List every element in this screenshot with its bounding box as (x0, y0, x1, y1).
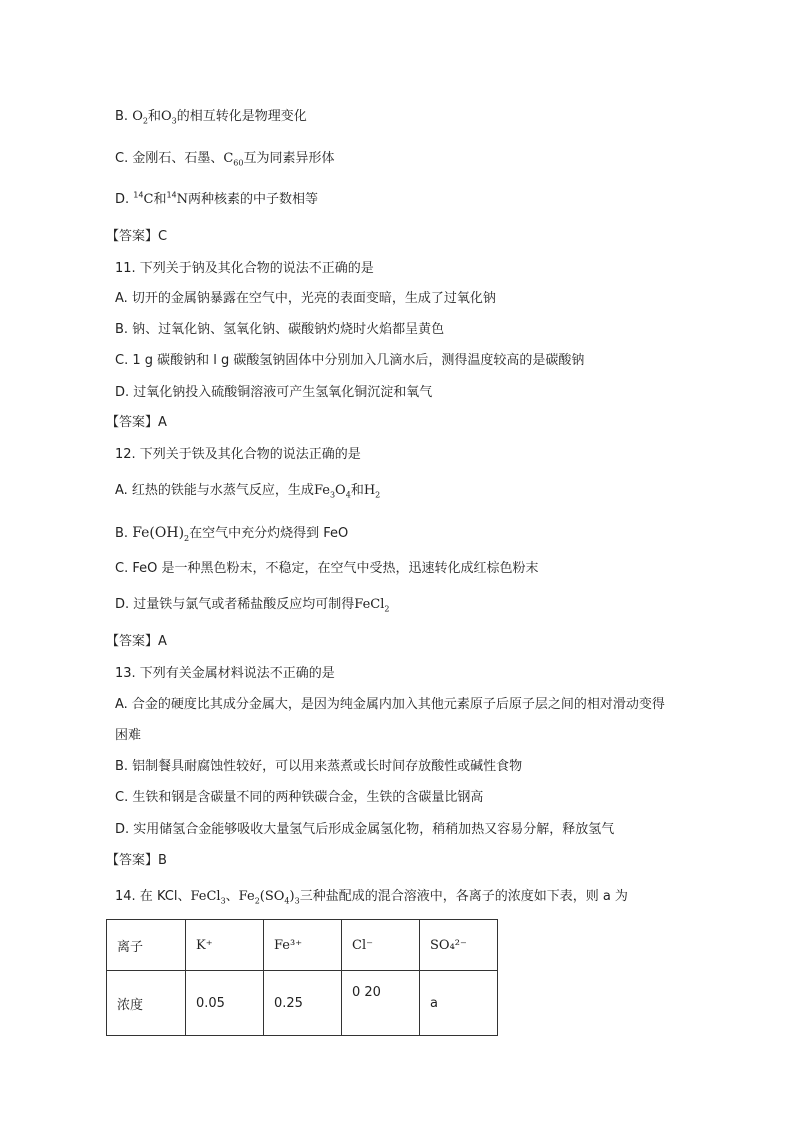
q13-stem: 13. 下列有关金属材料说法不正确的是 (115, 666, 335, 681)
subscript: 4 (284, 896, 290, 906)
subscript: 3 (220, 896, 226, 906)
option-text: C. 金刚石、石墨、 (115, 151, 224, 166)
table-cell: 浓度 (107, 971, 186, 1036)
separator: 、 (225, 889, 239, 904)
q13-option-b: B. 铝制餐具耐腐蚀性较好，可以用来蒸煮或长时间存放酸性或碱性食物 (115, 759, 523, 774)
option-text: 在空气中充分灼烧得到 FeO (189, 526, 349, 541)
q13-option-c: C. 生铁和钢是含碳量不同的两种铁碳合金，生铁的含碳量比钢高 (115, 790, 484, 805)
subscript: 2 (375, 490, 381, 500)
q10-answer (106, 228, 167, 246)
q12-stem: 12. 下列关于铁及其化合物的说法正确的是 (115, 447, 361, 462)
q12-option-b (115, 524, 348, 543)
q14-stem (115, 888, 628, 906)
q10-option-c (115, 150, 335, 168)
question-text: 14. 在 KCl、 (115, 889, 191, 904)
q13-option-a-line1: A. 合金的硬度比其成分金属大，是因为纯金属内加入其他元素原子后原子层之间的相对滑动变得 (115, 697, 665, 712)
q11-option-d: D. 过氧化钠投入硫酸铜溶液可产生氢氧化铜沉淀和氧气 (115, 385, 433, 400)
option-text: 两种核素的中子数相等 (188, 192, 319, 207)
formula-text: (SO (259, 889, 285, 904)
table-header-cell: Fe³⁺ (264, 920, 342, 971)
q12-option-d (115, 596, 389, 614)
mass-number: 14 (166, 190, 177, 200)
element-symbol: O (132, 109, 143, 124)
option-text: D. 过量铁与氯气或者稀盐酸反应均可制得 (115, 597, 355, 612)
formula-fe3o4 (314, 483, 351, 498)
table-cell: 0 20 (342, 971, 420, 1036)
subscript: 3 (329, 490, 336, 500)
formula-text: Fe(OH) (132, 525, 185, 541)
answer-value: A (158, 415, 167, 430)
element-symbol: Fe (313, 483, 330, 498)
answer-value: C (158, 229, 168, 244)
q11-option-a: A. 切开的金属钠暴露在空气中，光亮的表面变暗，生成了过氧化钠 (115, 291, 496, 306)
answer-value: A (158, 634, 167, 649)
table-header-row (107, 920, 498, 971)
table-cell: 0.25 (264, 971, 342, 1036)
element-symbol: O (160, 109, 172, 124)
table-header-cell: Cl⁻ (342, 920, 420, 971)
table-row (107, 971, 498, 1036)
table-cell: 0.05 (186, 971, 264, 1036)
element-symbol: Fe (238, 889, 255, 904)
connector-text: 和 (153, 192, 167, 207)
subscript: 2 (384, 604, 390, 614)
answer-label: 【答案】 (106, 853, 159, 868)
q13-option-d: D. 实用储氢合金能够吸收大量氢气后形成金属氢化物，稍稍加热又容易分解，释放氢气 (115, 822, 615, 837)
subscript: 3 (294, 896, 300, 906)
subscript: 60 (233, 158, 244, 168)
connector-text: 和 (147, 109, 161, 124)
subscript: 3 (171, 116, 177, 126)
element-symbol: O (335, 483, 346, 498)
answer-value: B (158, 853, 167, 868)
element-symbol: N (176, 192, 189, 207)
option-text: A. 红热的铁能与水蒸气反应，生成 (115, 483, 314, 498)
option-label: B. (115, 109, 129, 124)
q11-stem: 11. 下列关于钠及其化合物的说法不正确的是 (115, 261, 374, 276)
formula-h2 (364, 483, 380, 498)
ion-concentration-table (106, 919, 498, 1036)
answer-label: 【答案】 (106, 634, 159, 649)
formula-text: FeCl (354, 597, 385, 612)
q11-answer (106, 414, 167, 432)
q12-option-c: C. FeO 是一种黑色粉末，不稳定，在空气中受热，迅速转化成红棕色粉末 (115, 561, 539, 576)
q12-answer (106, 633, 167, 651)
table-header-cell: 离子 (107, 920, 186, 971)
q10-option-d (115, 191, 318, 209)
subscript: 4 (345, 490, 351, 500)
table-header-cell: K⁺ (186, 920, 264, 971)
answer-label: 【答案】 (106, 415, 159, 430)
formula-fe2so43 (239, 889, 300, 904)
element-symbol: H (363, 483, 376, 498)
subscript: 2 (142, 116, 148, 126)
formula-fecl3 (190, 889, 225, 904)
option-label: D. (115, 192, 130, 207)
element-symbol: C (143, 192, 154, 207)
formula-o3 (161, 109, 177, 124)
element-symbol: C (223, 151, 234, 166)
q11-option-c: C. 1 g 碳酸钠和 l g 碳酸氢钠固体中分别加入几滴水后，测得温度较高的是碳酸钠 (115, 353, 585, 368)
formula-feoh2 (132, 525, 189, 541)
q13-answer (106, 852, 167, 870)
formula-c60 (223, 151, 243, 166)
table-cell: a (420, 971, 498, 1036)
q13-option-a-line2: 困难 (115, 728, 142, 743)
formula-text: ) (289, 889, 295, 904)
option-text: 互为同素异形体 (243, 151, 335, 166)
option-label: B. (115, 526, 129, 541)
q12-option-a (115, 482, 380, 500)
subscript: 2 (254, 896, 260, 906)
option-text: 的相互转化是物理变化 (176, 109, 307, 124)
q10-option-b (115, 108, 307, 126)
formula-fecl2 (354, 597, 389, 612)
mass-number: 14 (133, 190, 144, 200)
q11-option-b: B. 钠、过氧化钠、氢氧化钠、碳酸钠灼烧时火焰都呈黄色 (115, 322, 445, 337)
question-text: 三种盐配成的混合溶液中，各离子的浓度如下表，则 a 为 (299, 889, 628, 904)
connector-text: 和 (350, 483, 364, 498)
subscript: 2 (184, 533, 190, 543)
formula-text: FeCl (190, 889, 221, 904)
answer-label: 【答案】 (106, 229, 159, 244)
formula-o2 (132, 109, 148, 124)
table-header-cell: SO₄²⁻ (420, 920, 498, 971)
